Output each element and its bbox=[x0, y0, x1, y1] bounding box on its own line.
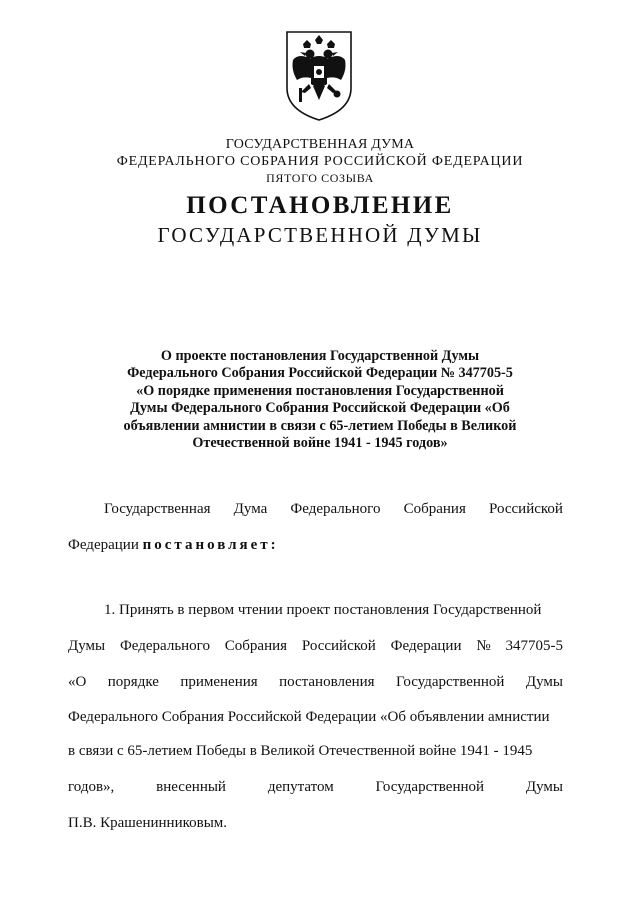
header-convocation: ПЯТОГО СОЗЫВА bbox=[266, 171, 374, 185]
subject-line: О проекте постановления Государственной Думы bbox=[160, 348, 480, 364]
subject-line: Отечественной войне 1941 - 1945 годов» bbox=[192, 435, 448, 452]
word: применения bbox=[180, 674, 258, 690]
word: Федерального bbox=[290, 501, 381, 517]
word: Государственной bbox=[375, 779, 485, 795]
preamble-text: Федерации bbox=[68, 537, 139, 553]
word: Дума bbox=[233, 501, 268, 517]
word: Собрания bbox=[403, 501, 466, 517]
word: Федерального bbox=[119, 638, 210, 654]
item1-line-5: в связи с 65-летием Победы в Великой Отечественной войне 1941 - 1945 bbox=[68, 743, 533, 759]
preamble-resolves: постановляет: bbox=[142, 537, 279, 553]
item1-line-1: 1. Принять в первом чтении проект постановления Государственной bbox=[104, 602, 542, 618]
word: Собрания bbox=[224, 638, 288, 654]
word: Думы bbox=[68, 638, 106, 654]
item1-line-2 bbox=[68, 638, 563, 655]
word: 347705-5 bbox=[505, 638, 563, 654]
header-assembly: ФЕДЕРАЛЬНОГО СОБРАНИЯ РОССИЙСКОЙ ФЕДЕРАЦИИ bbox=[116, 154, 524, 169]
word: внесенный bbox=[156, 779, 226, 795]
coat-of-arms-icon bbox=[285, 30, 353, 122]
subject-line: Думы Федерального Собрания Российской Федерации «Об bbox=[130, 400, 510, 417]
preamble-line-1 bbox=[104, 501, 563, 518]
subject-line: объявлении амнистии в связи с 65-летием Победы в Великой bbox=[123, 417, 517, 434]
word: Думы bbox=[525, 674, 563, 690]
subject-line: «О порядке применения постановления Государственной bbox=[136, 382, 504, 399]
word: Государственная bbox=[104, 501, 211, 517]
item1-line-4: Федерального Собрания Российской Федерации «Об объявлении амнистии bbox=[68, 709, 550, 725]
header-chamber: ГОСУДАРСТВЕННАЯ ДУМА bbox=[225, 137, 415, 152]
word: № bbox=[476, 638, 491, 654]
document-subject bbox=[100, 348, 540, 452]
document-title: ПОСТАНОВЛЕНИЕ bbox=[186, 192, 454, 219]
word: Государственной bbox=[395, 674, 505, 690]
word: постановления bbox=[279, 674, 375, 690]
item1-line-7: П.В. Крашенинниковым. bbox=[68, 815, 228, 831]
subject-line: Федерального Собрания Российской Федерации № 347705-5 bbox=[127, 365, 513, 382]
document-subtitle: ГОСУДАРСТВЕННОЙ ДУМЫ bbox=[157, 223, 483, 247]
word: депутатом bbox=[267, 779, 334, 795]
item1-line-3 bbox=[68, 674, 563, 691]
word: Федерации bbox=[390, 638, 462, 654]
word: Российской bbox=[301, 638, 376, 654]
word: годов», bbox=[68, 779, 115, 795]
word: порядке bbox=[107, 674, 159, 690]
word: «О bbox=[68, 674, 87, 690]
preamble-line-2 bbox=[68, 537, 279, 554]
word: Думы bbox=[525, 779, 563, 795]
word: Российской bbox=[489, 501, 563, 517]
item1-line-6 bbox=[68, 779, 563, 796]
